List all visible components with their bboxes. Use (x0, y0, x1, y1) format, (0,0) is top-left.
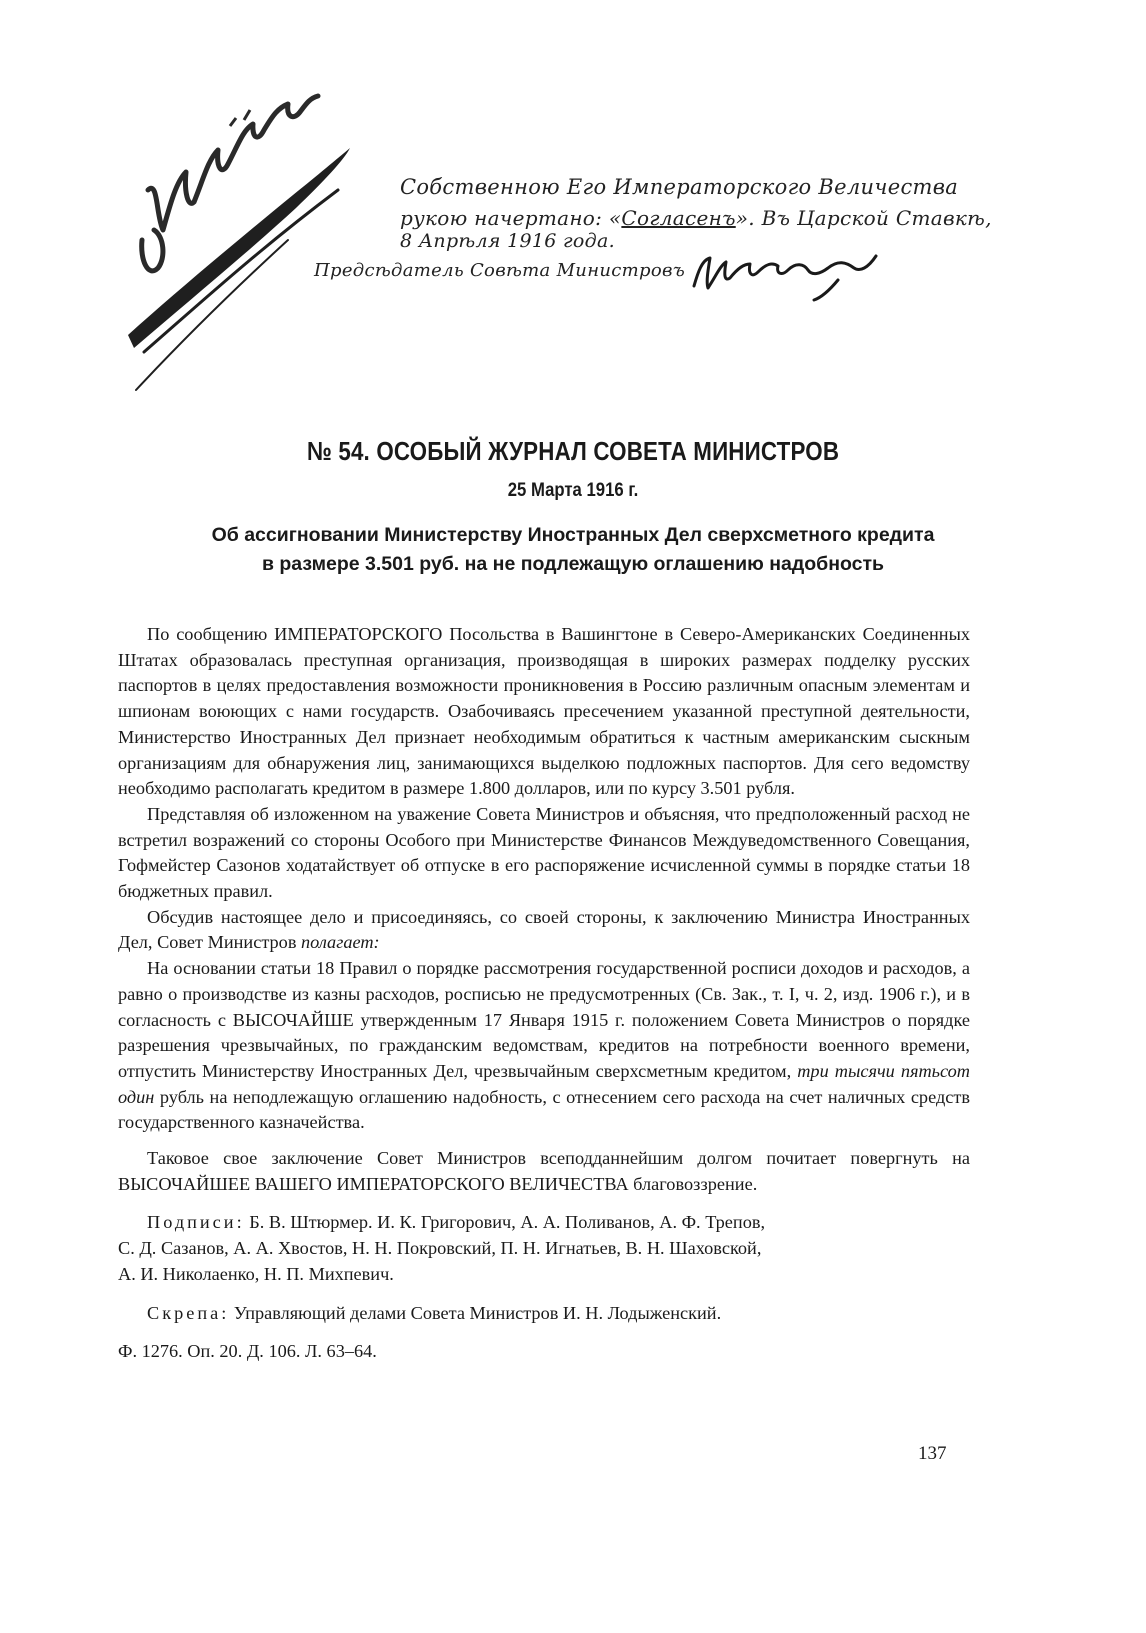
paragraph-4 (118, 956, 970, 1136)
countersign-text: Управляющий делами Совета Министров И. Н. Лодыженский. (233, 1302, 722, 1323)
document-body (118, 622, 970, 1365)
paragraph-3-italic: полагает: (301, 932, 380, 953)
signatures-block (118, 1210, 970, 1287)
resolution-line-2-post: ». Въ Царской Ставкѣ, (735, 206, 992, 230)
paragraph-4-tail: рубль на неподлежащую оглашению надобность, с отнесением сего расхода на счет наличных средств государственного казначейства. (118, 1086, 970, 1133)
resolution-line-1: Собственною Его Императорского Величества (400, 175, 959, 199)
archive-reference: Ф. 1276. Оп. 20. Д. 106. Л. 63–64. (118, 1341, 377, 1362)
imperial-resolution (118, 90, 992, 410)
subject-line-2: в размере 3.501 руб. на не подлежащую оглашению надобность (261, 553, 885, 575)
paragraph-3 (118, 905, 970, 956)
page-number: 137 (918, 1443, 947, 1464)
paragraph-3-text: Обсудив настоящее дело и присоединяясь, со своей стороны, к заключению Министра Иностранных Дел, Совет Министров (118, 906, 970, 953)
chairman-signature (688, 242, 888, 302)
resolution-line-2 (400, 206, 992, 230)
subject-line-1: Об ассигновании Министерству Иностранных Дел сверхсметного кредита (211, 524, 935, 546)
document-date: 25 Марта 1916 г. (507, 480, 639, 501)
signatures-line-3: А. И. Николаенко, Н. П. Михпевич. (118, 1263, 394, 1284)
paragraph-1: По сообщению ИМПЕРАТОРСКОГО Посольства в Вашингтоне в Северо-Американских Соединенных Штатах образовалась преступная организация, производящая в широких размерах подделку русских паспортов в целях предоставления возможности проникновения в Россию различным опасным элементам и шпионам воюющих с нами государств. Озабочиваясь пресечением указанной преступной деятельности, Министерство Иностранных Дел признает необходимым обратиться к частным американским сыскным организациям для обнаружения лиц, занимающихся выделкою подложных паспортов. Для сего ведомству необходимо располагать кредитом в размере 1.800 долларов, или по курсу 3.501 рубля. (118, 624, 970, 799)
document-subject (150, 521, 996, 579)
countersign-block (118, 1301, 970, 1327)
resolution-date-line: 8 Апрѣля 1916 года. (400, 230, 615, 252)
document-title: № 54. ОСОБЫЙ ЖУРНАЛ СОВЕТА МИНИСТРОВ (306, 436, 840, 466)
paragraph-5: Таковое свое заключение Совет Министров всеподданнейшим долгом почитает повергнуть на ВЫСОЧАЙШЕЕ ВАШЕГО ИМПЕРАТОРСКОГО ВЕЛИЧЕСТВА благовоззрение. (118, 1148, 970, 1194)
signatures-line-2: С. Д. Сазанов, А. А. Хвостов, Н. Н. Покровский, П. Н. Игнатьев, В. Н. Шаховской, (118, 1238, 762, 1259)
resolution-chairman-line: Предсѣдатель Совѣта Министровъ (314, 260, 686, 281)
signatures-line-1: Б. В. Штюрмер. И. К. Григорович, А. А. Поливанов, А. Ф. Трепов, (249, 1212, 766, 1233)
countersign-label: Скрепа: (147, 1302, 230, 1323)
resolution-line-2-pre: рукою начертано: « (400, 206, 622, 230)
tsar-signature-stroke (118, 90, 418, 410)
paragraph-4-text: На основании статьи 18 Правил о порядке рассмотрения государственной росписи доходов и расходов, а равно о производстве из казны расходов, росписью не предусмотренных (Св. Зак., т. I, ч. 2, изд. 1906 г.), и в согласность с ВЫСОЧАЙШЕ утвержденным 17 Января 1915 г. положением Совета Министров о порядке разрешения чрезвычайных, по гражданским ведомствам, кредитов на потребности военного времени, отпустить Министерству Иностранных Дел, чрезвычайным сверхсметным кредитом, (118, 958, 970, 1081)
signatures-label: Подписи: (147, 1212, 245, 1233)
resolution-word-agreed: Согласенъ (621, 206, 736, 230)
paragraph-4-italic: три тысячи пятьсот один (118, 1060, 970, 1107)
paragraph-2: Представляя об изложенном на уважение Совета Министров и объясняя, что предположенный расход не встретил возражений со стороны Особого при Министерстве Финансов Междуведомственного Совещания, Гофмейстер Сазонов ходатайствует об отпуске в его распоряжение исчисленной суммы в порядке статьи 18 бюджетных правил. (118, 803, 970, 902)
